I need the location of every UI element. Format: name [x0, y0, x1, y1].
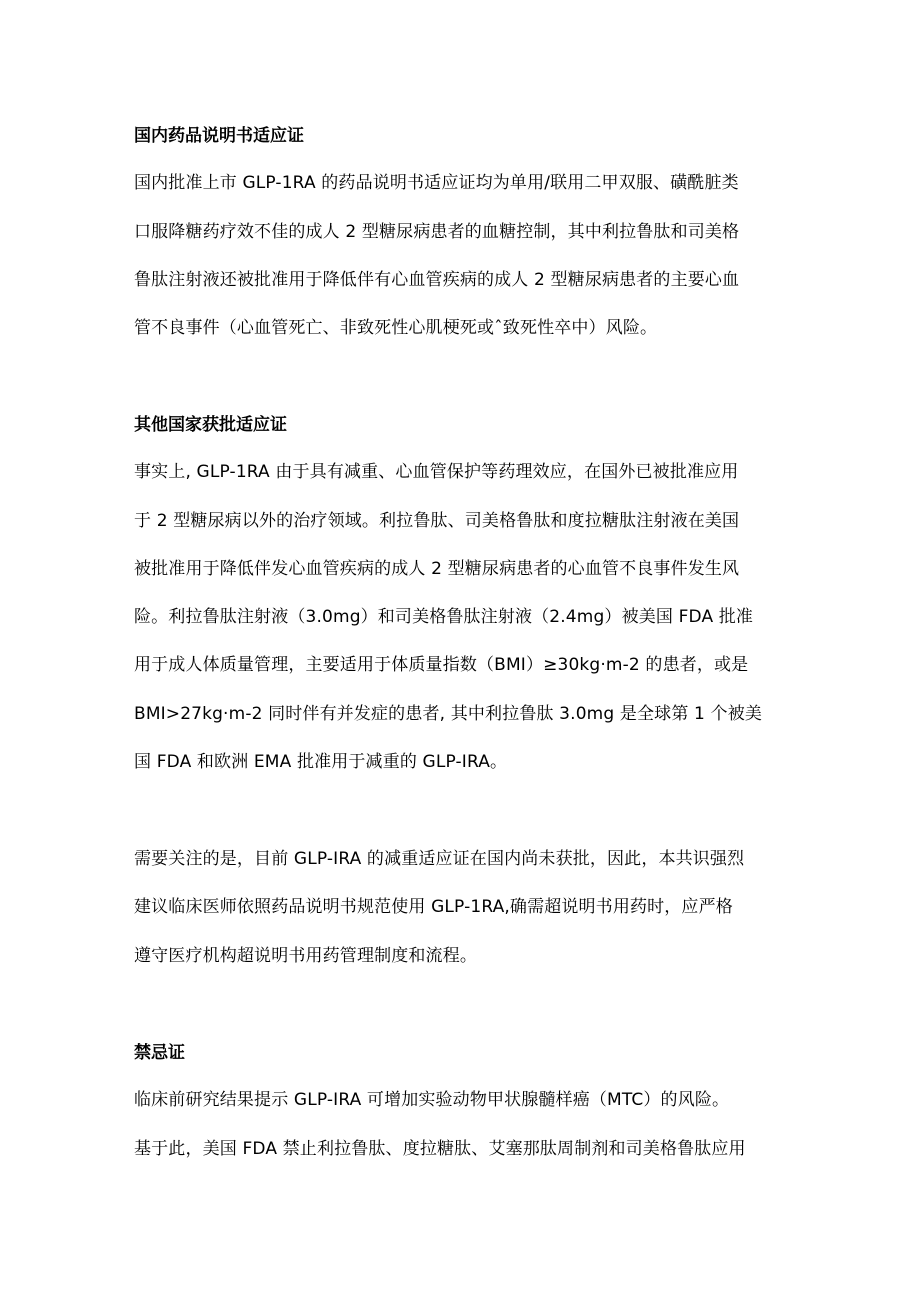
paragraph-line: 管不良事件（心血管死亡、非致死性心肌梗死或ˆ致死性卒中）风险。	[134, 318, 658, 338]
section-heading-contraindications: 禁忌证	[134, 1043, 185, 1063]
paragraph-line: 于 2 型糖尿病以外的治疗领域。利拉鲁肽、司美格鲁肽和度拉糖肽注射液在美国	[134, 511, 740, 531]
paragraph-line: 国 FDA 和欧洲 EMA 批准用于减重的 GLP-IRA。	[134, 752, 508, 772]
paragraph-line: 建议临床医师依照药品说明书规范使用 GLP-1RA,确需超说明书用药时，应严格	[134, 897, 733, 917]
paragraph-line: 鲁肽注射液还被批准用于降低伴有心血管疾病的成人 2 型糖尿病患者的主要心血	[134, 270, 740, 290]
paragraph-line: 国内批准上市 GLP-1RA 的药品说明书适应证均为单用/联用二甲双服、磺酰脏类	[134, 173, 739, 193]
paragraph-line: 被批准用于降低伴发心血管疾病的成人 2 型糖尿病患者的心血管不良事件发生风	[134, 559, 740, 579]
section-heading-foreign-indications: 其他国家获批适应证	[134, 415, 287, 435]
paragraph-line: 险。利拉鲁肽注射液（3.0mg）和司美格鲁肽注射液（2.4mg）被美国 FDA 批准	[134, 607, 754, 627]
paragraph-line: 需要关注的是，目前 GLP-IRA 的减重适应证在国内尚未获批，因此，本共识强烈	[134, 849, 745, 869]
paragraph-line: 遵守医疗机构超说明书用药管理制度和流程。	[134, 946, 477, 966]
paragraph-line: 基于此，美国 FDA 禁止利拉鲁肽、度拉糖肽、艾塞那肽周制剂和司美格鲁肽应用	[134, 1139, 746, 1159]
paragraph-line: BMI>27kg·m-2 同时伴有并发症的患者, 其中利拉鲁肽 3.0mg 是全球第 1 个被美	[134, 704, 762, 724]
paragraph-line: 用于成人体质量管理，主要适用于体质量指数（BMI）≥30kg·m-2 的患者，或是	[134, 655, 749, 675]
paragraph-line: 口服降糖药疗效不佳的成人 2 型糖尿病患者的血糖控制，其中利拉鲁肽和司美格	[134, 222, 740, 242]
paragraph-line: 事实上, GLP-1RA 由于具有减重、心血管保护等药理效应，在国外已被批准应用	[134, 462, 739, 482]
section-heading-domestic-indications: 国内药品说明书适应证	[134, 126, 304, 146]
paragraph-line: 临床前研究结果提示 GLP-IRA 可增加实验动物甲状腺髓样癌（MTC）的风险。	[134, 1090, 730, 1110]
